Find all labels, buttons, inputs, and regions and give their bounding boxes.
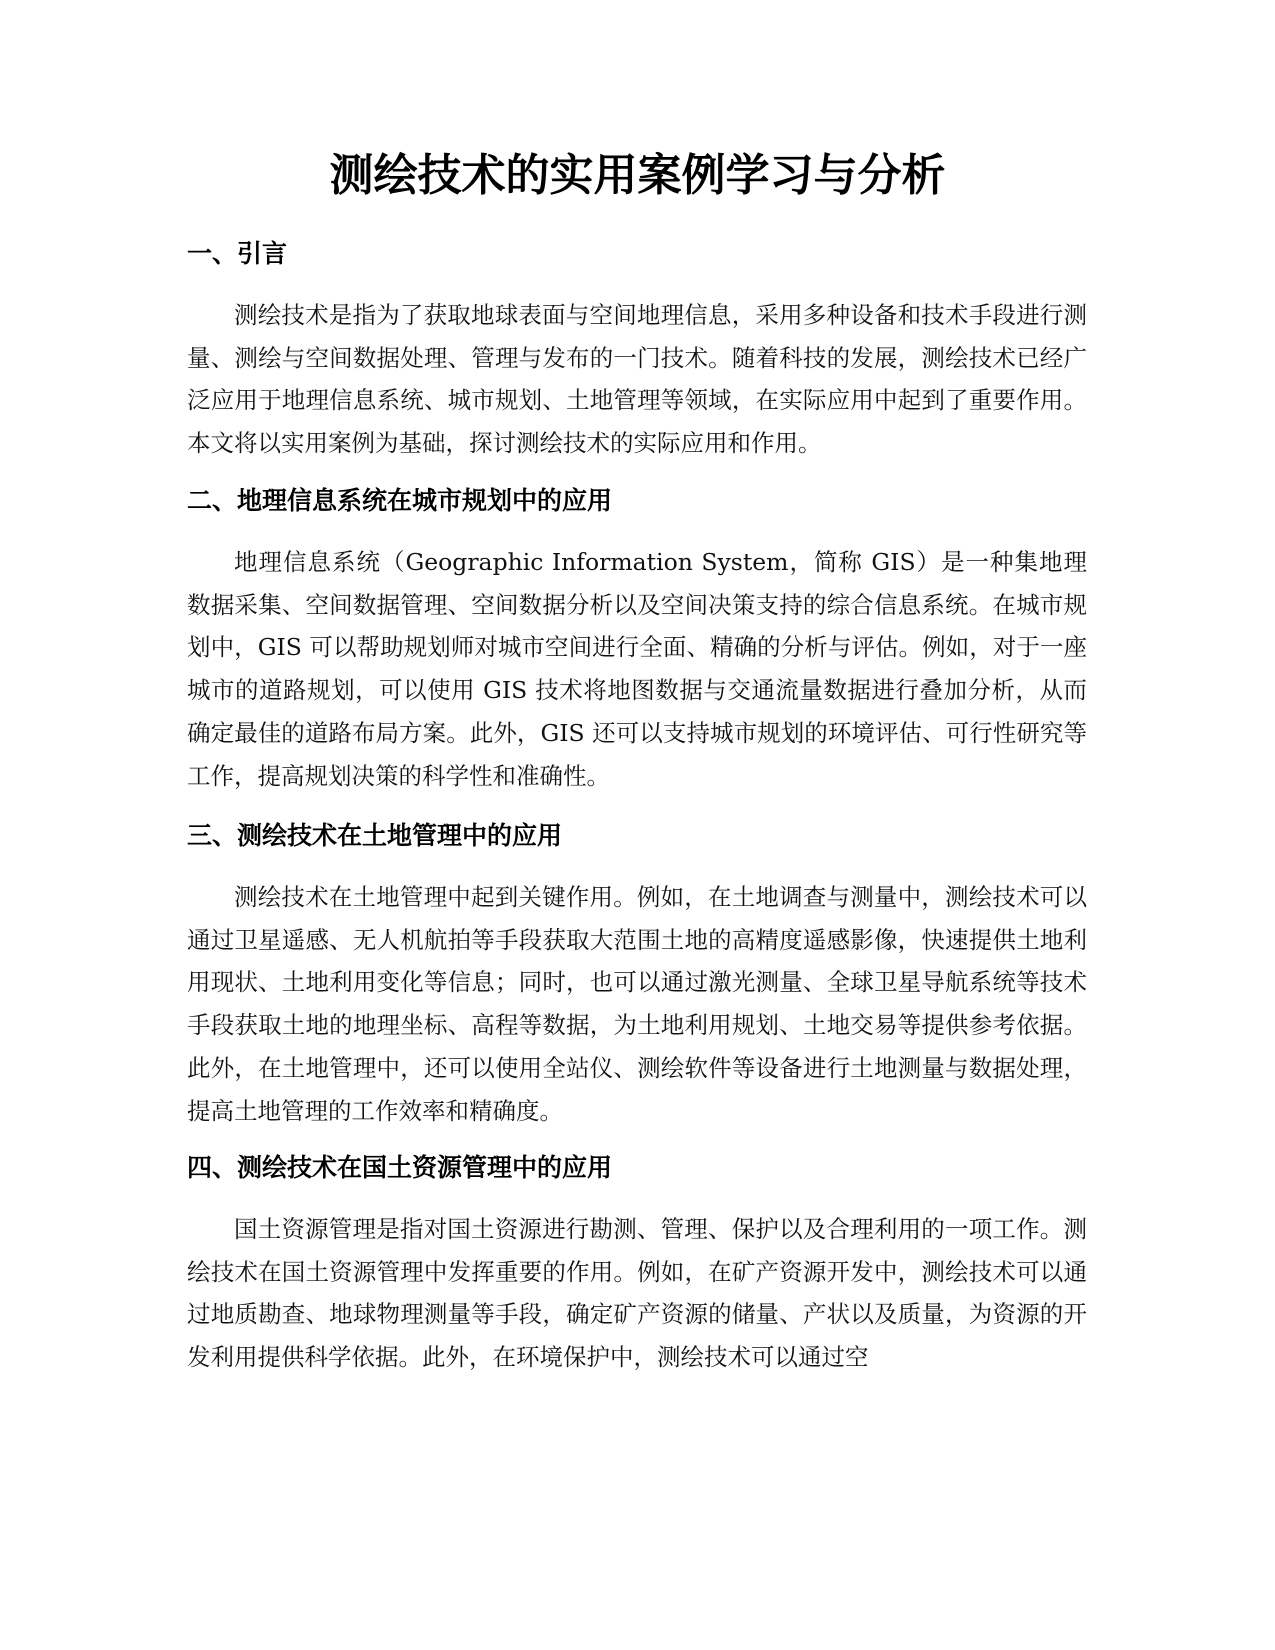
section-heading: 四、测绘技术在国土资源管理中的应用 — [187, 1153, 613, 1182]
section-paragraph: 测绘技术是指为了获取地球表面与空间地理信息，采用多种设备和技术手段进行测量、测绘与空间数据处理、管理与发布的一门技术。随着科技的发展，测绘技术已经广泛应用于地理信息系统、城市规划、土地管理等领域，在实际应用中起到了重要作用。本文将以实用案例为基础，探讨测绘技术的实际应用和作用。 — [187, 301, 1087, 458]
section-heading: 一、引言 — [187, 239, 288, 268]
document-title: 测绘技术的实用案例学习与分析 — [329, 150, 946, 201]
section-heading: 三、测绘技术在土地管理中的应用 — [187, 821, 563, 850]
section-paragraph: 地理信息系统（Geographic Information System，简称 GIS）是一种集地理数据采集、空间数据管理、空间数据分析以及空间决策支持的综合信息系统。在城市规划中，GIS 可以帮助规划师对城市空间进行全面、精确的分析与评估。例如，对于一座城市的道路规划，可以使用 GIS 技术将地图数据与交通流量数据进行叠加分析，从而确定最佳的道路布局方案。此外，GIS 还可以支持城市规划的环境评估、可行性研究等工作，提高规划决策的科学性和准确性。 — [187, 548, 1087, 790]
section-paragraph: 国土资源管理是指对国土资源进行勘测、管理、保护以及合理利用的一项工作。测绘技术在国土资源管理中发挥重要的作用。例如，在矿产资源开发中，测绘技术可以通过地质勘查、地球物理测量等手段，确定矿产资源的储量、产状以及质量，为资源的开发利用提供科学依据。此外，在环境保护中，测绘技术可以通过空 — [187, 1215, 1087, 1372]
section-introduction — [187, 236, 1087, 465]
section-land-resources-management — [187, 1150, 1087, 1379]
section-gis-urban-planning — [187, 483, 1087, 797]
section-paragraph: 测绘技术在土地管理中起到关键作用。例如，在土地调查与测量中，测绘技术可以通过卫星遥感、无人机航拍等手段获取大范围土地的高精度遥感影像，快速提供土地利用现状、土地利用变化等信息；同时，也可以通过激光测量、全球卫星导航系统等技术手段获取土地的地理坐标、高程等数据，为土地利用规划、土地交易等提供参考依据。此外，在土地管理中，还可以使用全站仪、测绘软件等设备进行土地测量与数据处理，提高土地管理的工作效率和精确度。 — [187, 883, 1087, 1125]
section-land-management — [187, 818, 1087, 1132]
section-heading: 二、地理信息系统在城市规划中的应用 — [187, 486, 613, 515]
